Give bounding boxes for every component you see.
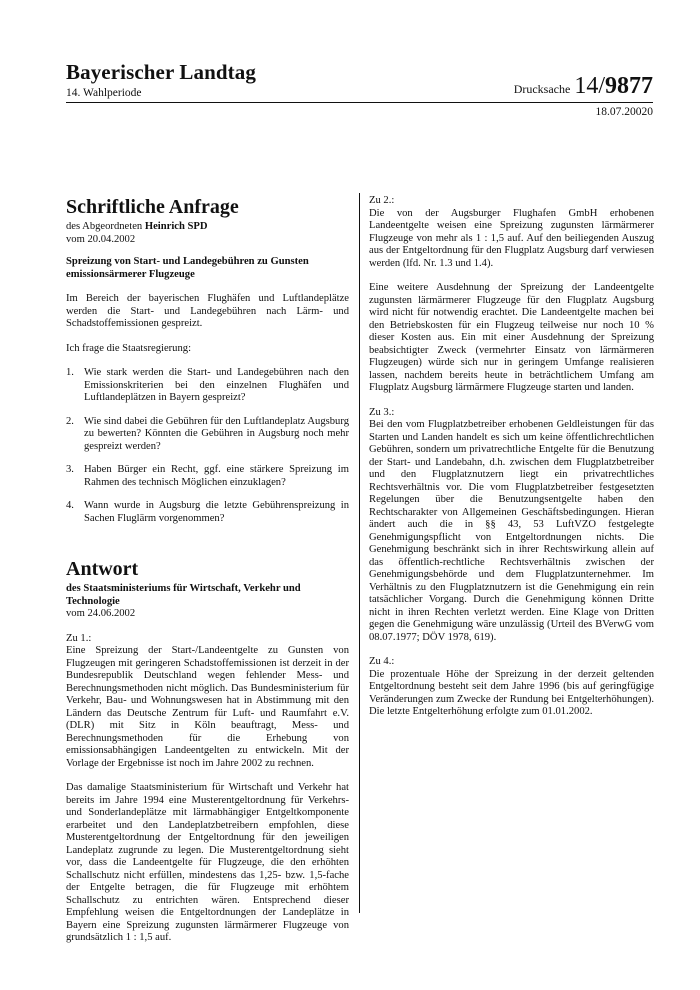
antwort-heading: Antwort <box>66 558 139 580</box>
drucksache-label: Drucksache <box>513 82 571 96</box>
anfrage-author <box>66 221 349 234</box>
question-item <box>66 416 349 454</box>
question-text: Wann wurde in Augsburg die letzte Gebührenspreizung in Sachen Fluglärm vorgenommen? <box>84 500 349 524</box>
parliament-title: Bayerischer Landtag <box>66 60 256 84</box>
document-number <box>514 73 653 100</box>
drucksache-main-number: 9877 <box>605 73 653 99</box>
anfrage-subject: Spreizung von Start- und Landegebühren zu Gunsten emissionsärmerer Flugzeuge <box>66 256 309 280</box>
question-number: 4. <box>66 500 74 511</box>
column-divider <box>359 193 360 913</box>
question-text: Wie stark werden die Start- und Landegebühren nach den Emissionskriterien bei den einzelnen Flughäfen und Luftlandeplätzen in Bayern gespreizt? <box>84 367 349 403</box>
anfrage-ask: Ich frage die Staatsregierung: <box>66 342 192 354</box>
drucksache-prefix: 14/ <box>574 73 605 99</box>
answer-2-label: Zu 2.: <box>369 195 395 206</box>
document-date: 18.07.20020 <box>595 106 653 118</box>
question-number: 2. <box>66 415 74 427</box>
question-item <box>66 464 349 489</box>
question-text: Wie sind dabei die Gebühren für den Luftlandeplatz Augsburg zu bewerten? Könnten die Gebühren in Augsburg noch mehr gespreizt werden? <box>84 415 349 452</box>
answer-2-paragraph: Die von der Augsburger Flughafen GmbH erhobenen Landeentgelte weisen eine Spreizung zugunsten lärmärmerer Flugzeuge von mehr als 1 : 1,5 auf. Auf den beiliegenden Auszug aus der Entgeltordnung für den Flugplatz Augsburg darf verwiesen werden (lfd. Nr. 1.3 und 1.4). <box>369 207 654 269</box>
drucksache-number <box>574 73 653 99</box>
antwort-ministry: des Staatsministeriums für Wirtschaft, Verkehr und Technologie <box>66 583 301 607</box>
answer-1-label: Zu 1.: <box>66 632 92 644</box>
answer-1-paragraph-continued: Das damalige Staatsministerium für Wirtschaft und Verkehr hat bereits im Jahre 1994 eine Musterentgeltordnung für Verkehrs- und Sonderlandeplätze mit lärmabhängiger Entgeltkomponente erarbeitet und den Landeplatzbetreibern empfohlen, diese Musterentgeltordnung der Entgeltordnung für den jeweiligen Landeplatz zugrunde zu legen. Die Musterentgeltordnung sieht vor, dass die Landeentgelte für Flugzeuge, die den erhöhten Schallschutz nicht erfüllen, mindestens das 1,25- bzw. 1,5-fache der Entgelte betragen, die für Flugzeuge mit erhöhtem Schallschutz zu entrichten wären. Entsprechend dieser Empfehlung weisen die Entgeltordnungen der Landeplätze in Bayern eine Spreizung zugunsten lärmärmerer Flugzeuge von grundsätzlich 1 : 1,5 auf. <box>66 782 349 943</box>
anfrage-heading: Schriftliche Anfrage <box>66 196 239 218</box>
answer-4-label: Zu 4.: <box>369 656 395 667</box>
question-item <box>66 367 349 405</box>
question-number: 1. <box>66 367 74 378</box>
answer-4-paragraph: Die prozentuale Höhe der Spreizung in der derzeit geltenden Entgeltordnung besteht seit dem Jahre 1996 (bis auf geringfügige Veränderungen zum Zwecke der Rundung bei Entgelterhöhungen). Die letzte Entgelterhöhung erfolgte zum 01.01.2002. <box>369 668 654 717</box>
anfrage-intro: Im Bereich der bayerischen Flughäfen und Luftlandeplätze werden die Start- und Landegebühren nach Lärm- und Schadstoffemissionen gespreizt. <box>66 293 349 329</box>
left-column <box>66 196 349 945</box>
right-column <box>369 195 654 731</box>
answer-3-paragraph: Bei den vom Flugplatzbetreiber erhobenen Geldleistungen für das Starten und Landen handelt es sich um keine öffentlichrechtlichen Gebühren, sondern um privatrechtliche Entgelte für die Benutzung der Start- und Landebahn, d.h. zwischen dem Flugplatzbetreiber und den Flugplatznutzern liegt ein privatrechtliches Rechtsverhältnis vor. Die vom Flugplatzbetreiber festgesetzten Regelungen über die Benutzungsentgelte haben den Rechtscharakter von Allgemeinen Geschäftsbedingungen. Hieran ändert auch die in §§ 43, 53 LuftVZO festgelegte Genehmigungspflicht von Entgeltordnungen nichts. Die Genehmigung beschränkt sich in ihrer Rechtswirkung allein auf das öffentlich-rechtliche Rechtsverhältnis zwischen der Genehmigungsbehörde und dem Flugplatzunternehmer. Im Verhältnis zu den Flugplatznutzern ist die Genehmigung ein rein tatsächlicher Vorgang. Durch die Genehmigung können Dritte nicht in ihren Rechten verletzt werden. Eine Klage von Dritten gegen die Genehmigung wäre unzulässig (Urteil des BVerwG vom 08.07.1977; DÖV 1978, 619). <box>369 419 654 643</box>
antwort-date: vom 24.06.2002 <box>66 608 136 619</box>
question-list <box>66 367 349 525</box>
answer-3-label: Zu 3.: <box>369 406 395 418</box>
anfrage-author-prefix: des Abgeordneten <box>66 221 145 232</box>
anfrage-date: vom 20.04.2002 <box>66 233 136 245</box>
question-number: 3. <box>66 464 74 475</box>
answer-2-paragraph-2: Eine weitere Ausdehnung der Spreizung der Landeentgelte zugunsten lärmärmerer Flugzeuge für den Flugplatz Augsburg wird nicht für notwendig erachtet. Die Landeentgelte machen bei den Betriebskosten für ein Flugzeug teilweise nur noch 10 % dieser Kosten aus. Ein mit einer Ausdehnung der Spreizung beabsichtigter Zweck (vermehrter Einsatz von lärmärmeren Flugzeugen) würde sich nur in geringem Umfange realisieren lassen, nachdem bereits heute in beträchtlichem Umfang am Flugplatz Augsburg lärmärmere Flugzeuge starten und landen. <box>369 282 654 393</box>
answer-1-paragraph: Eine Spreizung der Start-/Landeentgelte zu Gunsten von Flugzeugen mit geringeren Schadstoffemissionen ist derzeit in der Bundesrepublik Deutschland wegen fehlender Mess- und Berechnungsmethoden nicht möglich. Das Bundesministerium für Verkehr, Bau- und Wohnungswesen hat in Abstimmung mit den Ländern das Deutsche Zentrum für Luft- und Raumfahrt e.V. (DLR) mit Sitz in Köln beauftragt, Mess- und Berechnungsmethoden für die Erhebung von emissionsabhängigen Landeentgelten zu entwickeln. Mit der Vorlage der Ergebnisse ist noch im Jahre 2002 zu rechnen. <box>66 645 349 769</box>
legislative-period: 14. Wahlperiode <box>66 87 142 99</box>
question-text: Haben Bürger ein Recht, ggf. eine stärkere Spreizung im Rahmen des technisch Möglichen einzuklagen? <box>84 464 349 488</box>
header-rule <box>66 102 653 103</box>
anfrage-author-name: Heinrich SPD <box>144 221 208 232</box>
question-item <box>66 500 349 525</box>
